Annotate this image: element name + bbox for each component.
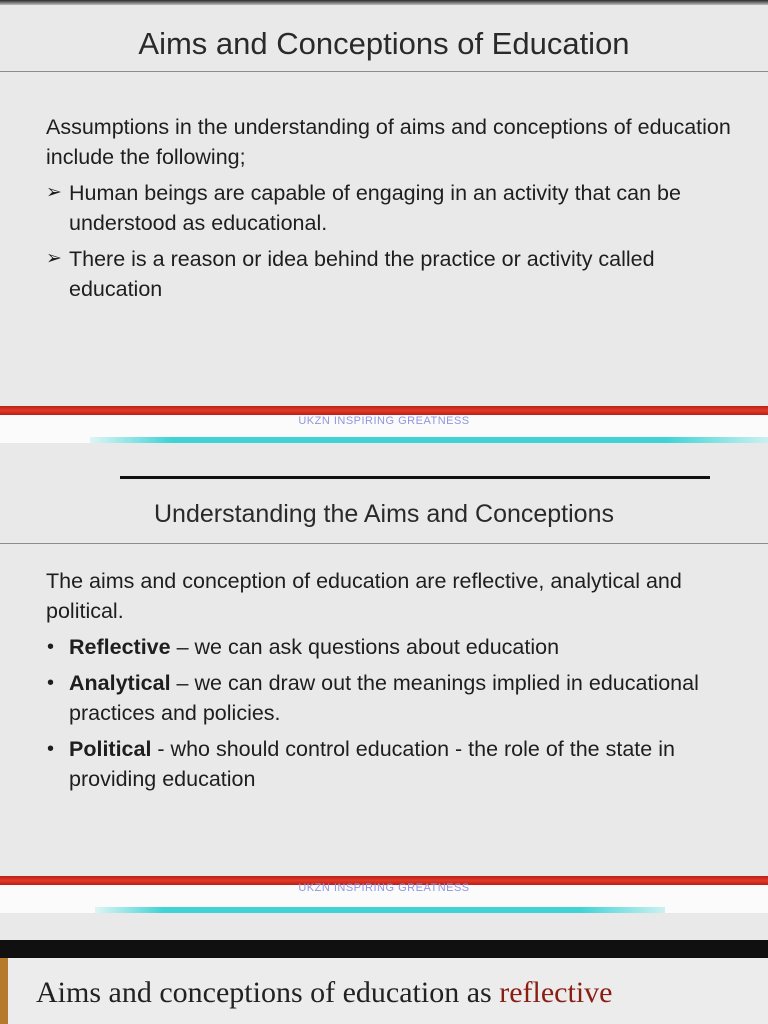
slide-2-intro: The aims and conception of education are reflective, analytical and political. [46,569,682,623]
slide-2-title: Understanding the Aims and Conceptions [153,500,614,528]
slide-separator [120,476,710,479]
list-item [46,178,746,238]
list-item [46,244,746,304]
bullet-text: - who should control education - the role of the state in providing education [69,737,675,791]
slide-3-title-main: Aims and conceptions of education as [36,976,500,1009]
slide-3-title [36,976,612,1010]
slide-1-body [46,112,746,310]
slide-1-footer-red-band [0,406,768,415]
slide-2-teal-stripe [95,907,665,913]
dot-bullet-icon: • [47,636,55,658]
slide-2-body [46,566,746,800]
slide-1-intro: Assumptions in the understanding of aims and conceptions of education include the following; [46,115,731,169]
slide-1-teal-stripe [90,437,768,443]
slide-1-title: Aims and Conceptions of Education [138,26,630,61]
list-item [46,632,746,662]
bullet-term: Analytical [69,671,171,695]
slide-1-bullet-list [46,178,746,304]
dot-bullet-icon: • [47,672,55,694]
bullet-text: – we can draw out the meanings implied in educational practices and policies. [69,671,699,725]
slide-separator-bar [0,940,768,958]
slide-3 [0,958,768,1024]
arrow-bullet-icon: ➢ [46,182,62,203]
slide-3-title-accent: reflective [499,976,613,1009]
slide-1-footer-tagline: UKZN INSPIRING GREATNESS [298,415,470,427]
bullet-text: Human beings are capable of engaging in an activity that can be understood as educational. [69,181,681,235]
slide-2-title-rule [0,543,768,544]
bullet-term: Political [69,737,152,761]
bullet-text: – we can ask questions about education [170,635,560,659]
bullet-text: There is a reason or idea behind the practice or activity called education [69,247,655,301]
top-edge [0,0,768,5]
slide-1-title-rule [0,71,768,72]
dot-bullet-icon: • [47,738,55,760]
slide-2-footer-tagline: UKZN INSPIRING GREATNESS [298,882,470,894]
list-item [46,734,746,794]
bullet-term: Reflective [69,635,171,659]
arrow-bullet-icon: ➢ [46,248,62,269]
slide-2-bullet-list [46,632,746,794]
list-item [46,668,746,728]
